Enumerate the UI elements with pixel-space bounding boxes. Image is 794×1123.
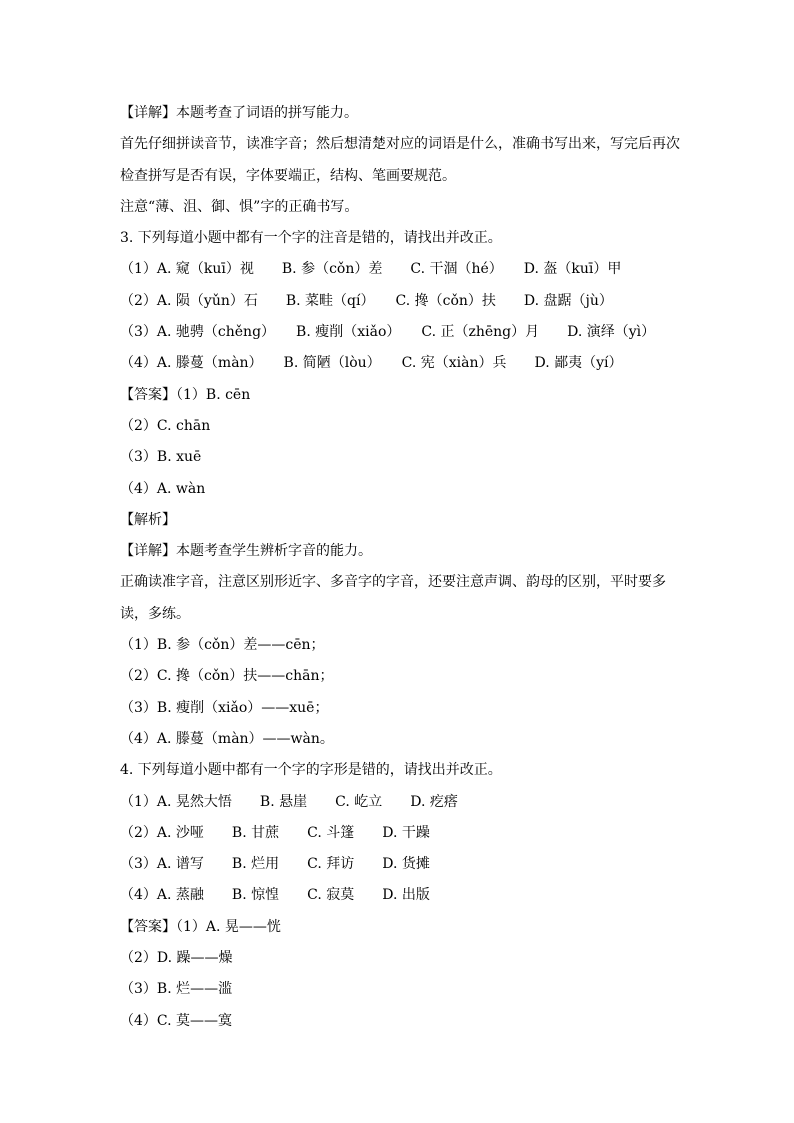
- question-3-item-2: （2）A. 陨（yǔn）石 B. 菜畦（qí） C. 搀（cǒn）扶 D. 盘踞（jù）: [120, 292, 613, 309]
- question-3-title: 3. 下列每道小题中都有一个字的注音是错的，请找出并改正。: [120, 230, 502, 247]
- answer-4-line-1: 【答案】（1）A. 晃——恍: [120, 918, 281, 935]
- analysis-item-1: （1）B. 参（cǒn）差——cēn；: [120, 637, 325, 654]
- analysis-heading: 【解析】: [120, 511, 176, 528]
- question-3-item-1: （1）A. 窥（kuī）视 B. 参（cǒn）差 C. 干涸（hé） D. 盔（kuī）甲: [120, 261, 622, 278]
- analysis-item-4: （4）A. 滕蔓（màn）——wàn。: [120, 730, 334, 747]
- analysis-detail-line: 【详解】本题考查学生辨析字音的能力。: [120, 543, 372, 560]
- question-4-title: 4. 下列每道小题中都有一个字的字形是错的，请找出并改正。: [120, 762, 502, 779]
- question-3-item-4: （4）A. 滕蔓（màn） B. 简陋（lòu） C. 宪（xiàn）兵 D. 鄙夷（yí）: [120, 355, 623, 372]
- document-page: [120, 98, 680, 1037]
- answer-4-line-3: （3）B. 烂——滥: [120, 981, 233, 998]
- analysis-item-2: （2）C. 搀（cǒn）扶——chān；: [120, 668, 334, 685]
- answer-4-line-4: （4）C. 莫——寞: [120, 1012, 233, 1029]
- question-4-item-1: （1）A. 晃然大悟 B. 悬崖 C. 屹立 D. 疙瘩: [120, 793, 458, 810]
- answer-4-line-2: （2）D. 躁——燥: [120, 950, 233, 967]
- question-4-item-2: （2）A. 沙哑 B. 甘蔗 C. 斗篷 D. 干躁: [120, 824, 430, 841]
- answer-3-line-3: （3）B. xuē: [120, 449, 202, 466]
- detail-line: 【详解】本题考查了词语的拼写能力。: [120, 105, 358, 121]
- analysis-paragraph: 正确读准字音，注意区别形近字、多音字的字音，还要注意声调、韵母的区别，平时要多读，多练。: [120, 574, 666, 622]
- detail-paragraph: 首先仔细拼读音节，读准字音；然后想清楚对应的词语是什么，准确书写出来，写完后再次检查拼写是否有误，字体要端正，结构、笔画要规范。: [120, 136, 680, 184]
- analysis-item-3: （3）B. 瘦削（xiǎo）——xuē；: [120, 699, 329, 716]
- question-4-item-3: （3）A. 谱写 B. 烂用 C. 拜访 D. 货摊: [120, 856, 430, 873]
- answer-3-line-4: （4）A. wàn: [120, 480, 206, 497]
- question-4-item-4: （4）A. 蒸融 B. 惊惶 C. 寂莫 D. 出版: [120, 887, 430, 904]
- note-line: 注意“薄、沮、御、惧”字的正确书写。: [120, 198, 359, 215]
- answer-3-line-2: （2）C. chān: [120, 417, 211, 434]
- question-3-item-3: （3）A. 驰骋（chěng） B. 瘦削（xiǎo） C. 正（zhēng）月 D. 演绎（yì）: [120, 324, 656, 341]
- answer-3-line-1: 【答案】（1）B. cēn: [120, 386, 251, 403]
